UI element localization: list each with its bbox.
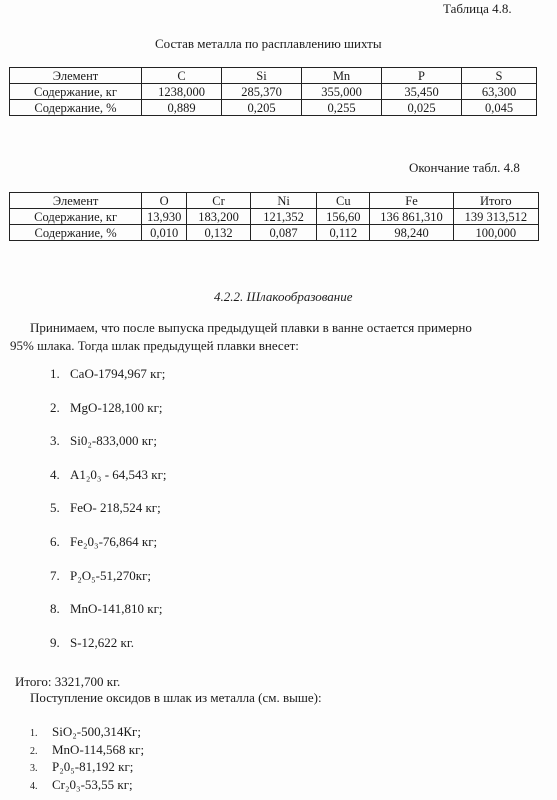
- metal-composition-table-end: [9, 192, 539, 241]
- list-item: [50, 366, 167, 400]
- list-item: [50, 635, 167, 669]
- table-row: [10, 84, 537, 100]
- table-cell: 0,112: [317, 225, 370, 241]
- list-text: MgO-128,100 кг;: [70, 399, 163, 415]
- paragraph-line: 95% шлака. Тогда шлак предыдущей плавки внесет:: [10, 338, 299, 353]
- table-cell: Mn: [302, 68, 382, 84]
- table-cell: 156,60: [317, 209, 370, 225]
- list-item: [50, 467, 167, 501]
- table-cell: Ni: [251, 193, 317, 209]
- table-cell: O: [142, 193, 187, 209]
- table-cell: P: [382, 68, 462, 84]
- table-cell: 183,200: [187, 209, 251, 225]
- list-item: [50, 400, 167, 434]
- table-cell: 0,087: [251, 225, 317, 241]
- list-item: [30, 758, 144, 776]
- table-cell: Содержание, %: [10, 225, 142, 241]
- list-item: [50, 534, 167, 568]
- table-cell: 0,025: [382, 100, 462, 116]
- list-text: MnO-114,568 кг;: [52, 741, 145, 757]
- metal-oxides-list: [30, 723, 144, 793]
- table-cell: 139 313,512: [453, 209, 538, 225]
- table-cell: 98,240: [370, 225, 453, 241]
- list-item: [30, 723, 144, 741]
- list-number: 4.: [50, 466, 60, 482]
- table1-title: Состав металла по расплавлению шихты: [155, 36, 382, 51]
- paragraph-line: Поступление оксидов в шлак из металла (см. выше):: [30, 690, 322, 705]
- list-text: CaO-1794,967 кг;: [70, 366, 166, 381]
- list-item: [50, 500, 167, 534]
- list-number: 7.: [50, 567, 60, 583]
- table-cell: Содержание, %: [10, 100, 142, 116]
- list-text: A1₂0₃ - 64,543 кг;: [70, 466, 167, 482]
- list-text: P₂O₅-51,270кг;: [70, 567, 152, 583]
- table-cell: 121,352: [251, 209, 317, 225]
- table-cell: Содержание, кг: [10, 209, 142, 225]
- list-number: 3.: [30, 763, 38, 774]
- list-number: 2.: [30, 745, 38, 757]
- list-text: S-12,622 кг.: [70, 634, 134, 650]
- metal-composition-table: [9, 67, 537, 116]
- table-cell: 1238,000: [142, 84, 222, 100]
- list-text: Si0₂-833,000 кг;: [70, 433, 157, 449]
- table-row: [10, 209, 539, 225]
- table-cell: Cu: [317, 193, 370, 209]
- list-item: [30, 741, 144, 759]
- table-row: [10, 68, 537, 84]
- table-cell: Итого: [453, 193, 538, 209]
- table-cell: Si: [222, 68, 302, 84]
- table-cell: 0,255: [302, 100, 382, 116]
- table-cell: Элемент: [10, 193, 142, 209]
- table-cell: Элемент: [10, 68, 142, 84]
- table-cell: 285,370: [222, 84, 302, 100]
- list-item: [30, 776, 144, 794]
- table-cell: 0,889: [142, 100, 222, 116]
- table-cell: 355,000: [302, 84, 382, 100]
- section-heading: 4.2.2. Шлакообразование: [214, 289, 353, 304]
- table-row: [10, 100, 537, 116]
- table-cell: C: [142, 68, 222, 84]
- table-cell: Cr: [187, 193, 251, 209]
- list-number: 9.: [50, 634, 60, 650]
- table-cell: Содержание, кг: [10, 84, 142, 100]
- list-number: 4.: [30, 780, 38, 792]
- list-number: 5.: [50, 500, 60, 516]
- list-text: Fe₂0₃-76,864 кг;: [70, 533, 158, 549]
- list-number: 8.: [50, 601, 60, 617]
- table-cell: 13,930: [142, 209, 187, 225]
- list-item: [50, 568, 167, 602]
- slag-oxides-list: [50, 366, 167, 668]
- table-row: [10, 225, 539, 241]
- table-cell: Fe: [370, 193, 453, 209]
- list-text: Cr₂0₃-53,55 кг;: [52, 776, 133, 792]
- list-text: MnO-141,810 кг;: [70, 601, 163, 617]
- table-cell: 0,010: [142, 225, 187, 241]
- table-cell: 0,045: [462, 100, 537, 116]
- table-cell: 136 861,310: [370, 209, 453, 225]
- list-text: SiO₂-500,314Кг;: [52, 724, 141, 739]
- list-number: 1.: [30, 728, 38, 739]
- table-cell: 35,450: [382, 84, 462, 100]
- paragraph-line: Принимаем, что после выпуска предыдущей плавки в ванне остается примерно: [30, 320, 472, 335]
- table2-caption: Окончание табл. 4.8: [409, 160, 520, 175]
- list-number: 1.: [50, 366, 60, 381]
- table-row: [10, 193, 539, 209]
- table-cell: 0,205: [222, 100, 302, 116]
- table-cell: 0,132: [187, 225, 251, 241]
- table-cell: 100,000: [453, 225, 538, 241]
- list-text: P₂0₅-81,192 кг;: [52, 759, 134, 774]
- list-number: 6.: [50, 533, 60, 549]
- table-cell: 63,300: [462, 84, 537, 100]
- list-text: FeO- 218,524 кг;: [70, 500, 161, 516]
- table-cell: S: [462, 68, 537, 84]
- total-line: Итого: 3321,700 кг.: [15, 674, 121, 689]
- list-number: 3.: [50, 433, 60, 449]
- list-item: [50, 433, 167, 467]
- list-number: 2.: [50, 399, 60, 415]
- table1-caption: Таблица 4.8.: [443, 1, 512, 16]
- list-item: [50, 601, 167, 635]
